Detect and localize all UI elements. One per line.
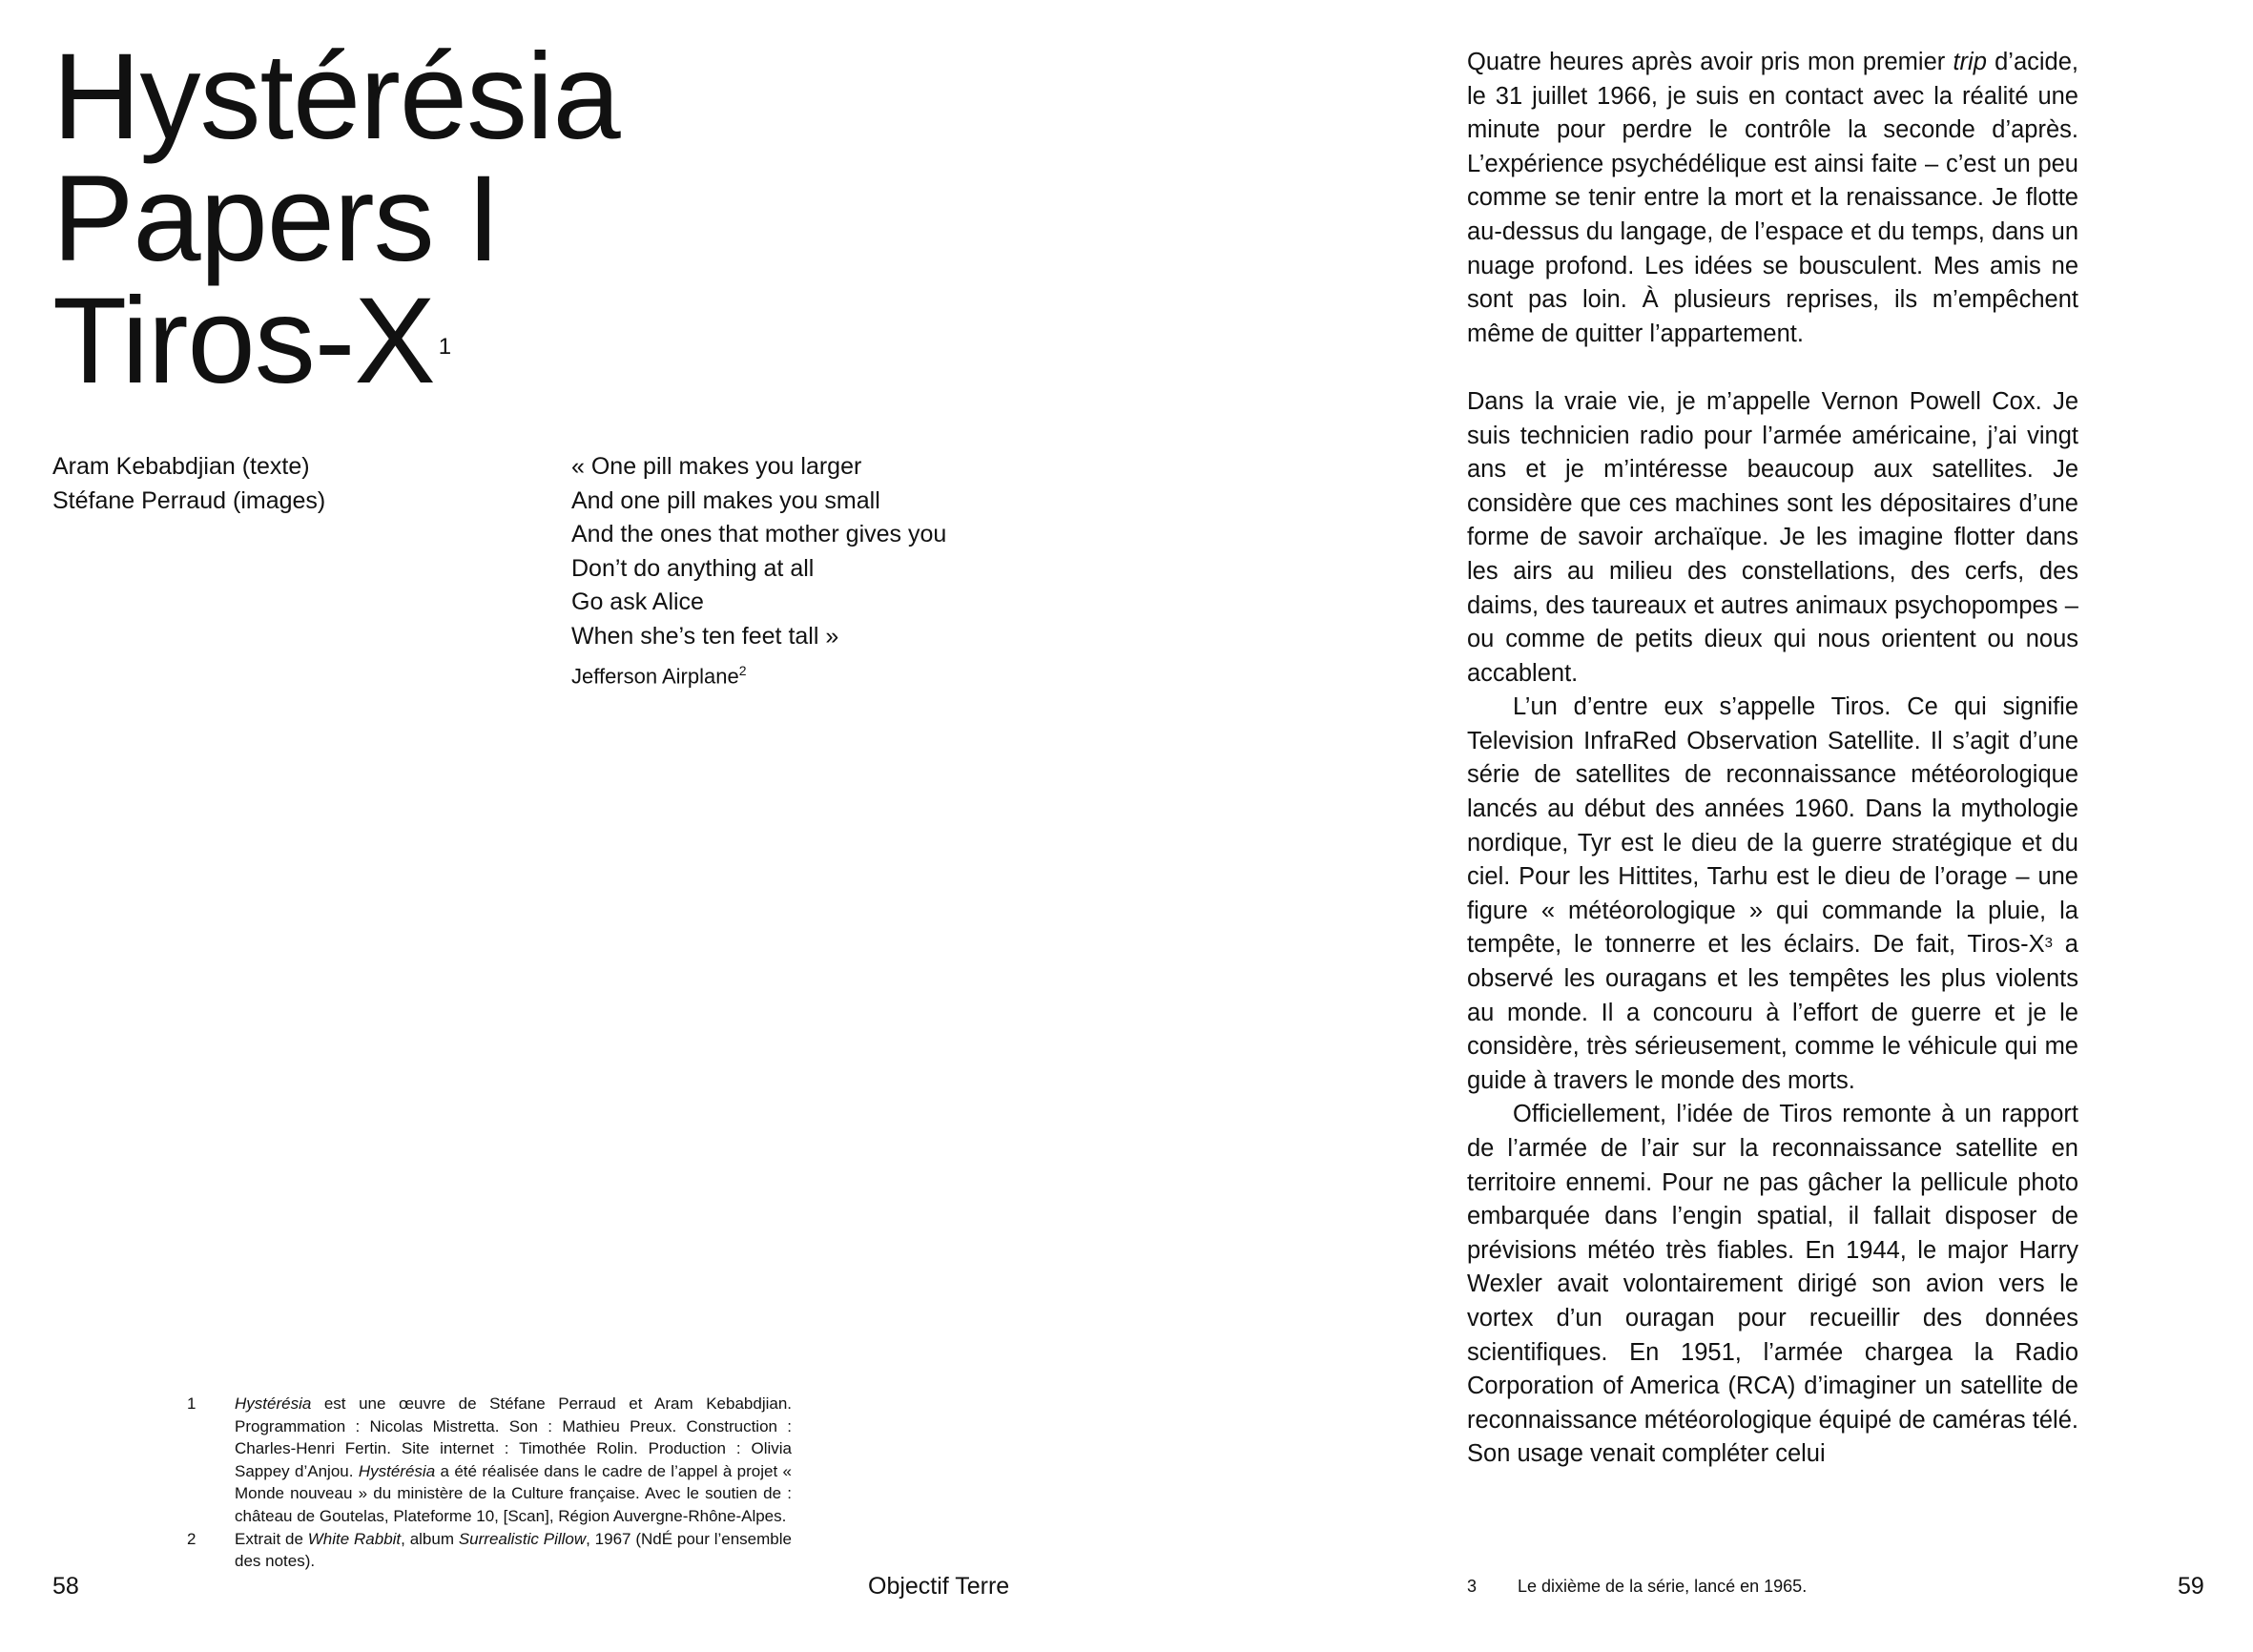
paragraph-2: Dans la vraie vie, je m’appelle Vernon Powell Cox. Je suis technicien radio pour l’armée américaine, j’ai vingt ans et je m’intéresse beaucoup aux satellites. Je considère que ces machines sont les dépositaires d’une forme de savoir archaïque. Je les imagine flotter dans les airs au milieu des constellations, des cerfs, des daims, des taureaux et autres animaux psychopompes – ou comme de petits dieux qui nous orientent ou nous accablent. xyxy=(1467,387,2078,687)
footnote-text: Le dixième de la série, lancé en 1965. xyxy=(1518,1577,1808,1596)
paragraph-3: L’un d’entre eux s’appelle Tiros. Ce qui signifie Television InfraRed Observation Satellite. Il s’agit d’une série de satellites de reconnaissance météorologique lancés au début des années 1960. Dans la mythologie nordique, Tyr est le dieu de la guerre stratégique et du ciel. Pour les Hittites, Tarhu est le dieu de l’orage – une figure « météorologique » qui commande la pluie, la tempête, le tonnerre et les éclairs. De fait, Tiros-$X^3$ a observé les ouragans et les tempêtes les plus violents au monde. Il a concouru à l’effort de guerre et je le considère, très sérieusement, comme le véhicule qui me guide à travers le monde des morts. xyxy=(1467,693,2078,1094)
paragraph-1: Quatre heures après avoir pris mon premier trip d’acide, le 31 juillet 1966, je suis en contact avec la réalité une minute pour perdre le contrôle la seconde d’après. L’expérience psychédélique est ainsi faite – c’est un peu comme se tenir entre la mort et la renaissance. Je flotte au-dessus du langage, de l’espace et du temps, dans un nuage profond. Les idées se bousculent. Mes amis ne sont pas loin. À plusieurs reprises, ils m’empêchent même de quitter l’appartement. xyxy=(1467,49,2078,347)
epigraph-line: And the ones that mother gives you xyxy=(571,521,947,548)
title-line-3 xyxy=(52,273,620,409)
epigraph-attribution-text: Jefferson Airplane xyxy=(571,663,739,688)
footnote-number: 2 xyxy=(187,1529,196,1548)
title-line-1: Hystérésia xyxy=(52,29,620,165)
page-number-right: 59 xyxy=(2178,1573,2204,1600)
article-body xyxy=(1467,46,2078,1472)
epigraph-footnote-ref[interactable]: 2 xyxy=(738,662,747,678)
author-writer: Aram Kebabdjian (texte) xyxy=(52,453,310,480)
footnote-text: Hystérésia est une œuvre de Stéfane Perraud et Aram Kebabdjian. Programmation : Nicolas Mistretta. Son : Mathieu Preux. Construction : Charles-Henri Fertin. Site internet : Timothée Rolin. Production : Olivia Sappey d’Anjou. Hystérésia a été réalisée dans le cadre de l’appel à projet « Monde nouveau » du ministère de la Culture française. Avec le soutien de : château de Goutelas, Plateforme 10, [Scan], Région Auvergne-Rhône-Alpes. xyxy=(235,1394,792,1525)
footnote-number: 3 xyxy=(1467,1577,1478,1596)
article-title xyxy=(52,29,620,409)
footnote-number: 1 xyxy=(187,1394,196,1413)
body-footnote-ref[interactable]: 3 xyxy=(2044,935,2053,952)
page-number-left: 58 xyxy=(52,1573,79,1600)
footnote-1 xyxy=(187,1393,792,1528)
epigraph-line: When she’s ten feet tall » xyxy=(571,622,839,650)
running-head: Objectif Terre xyxy=(868,1573,1010,1600)
epigraph-line: Go ask Alice xyxy=(571,589,704,616)
epigraph xyxy=(571,450,946,692)
footnote-text: Extrait de White Rabbit, album Surrealistic Pillow, 1967 (NdÉ pour l’ensemble des notes). xyxy=(235,1529,792,1571)
footnote-3 xyxy=(1467,1577,1807,1597)
title-line-3-text: Tiros-X xyxy=(52,273,435,409)
footnote-2 xyxy=(187,1528,792,1573)
paragraph-4: Officiellement, l’idée de Tiros remonte à un rapport de l’armée de l’air sur la reconnaissance satellite en territoire ennemi. Pour ne pas gâcher la pellicule photo embarquée dans l’engin spatial, il fallait disposer de prévisions météo très fiables. En 1944, le major Harry Wexler avait volontairement dirigé son avion vers le vortex d’un ouragan pour recueillir des données scientifiques. En 1951, l’armée chargea la Radio Corporation of America (RCA) d’imaginer un satellite de reconnaissance météorologique équipé de caméras télé. Son usage venait compléter celui xyxy=(1467,1101,2078,1468)
epigraph-line: Don’t do anything at all xyxy=(571,554,815,582)
epigraph-line: And one pill makes you small xyxy=(571,486,880,514)
epigraph-line: « One pill makes you larger xyxy=(571,453,862,480)
epigraph-attribution xyxy=(571,654,946,693)
authors xyxy=(52,450,325,518)
footnotes-left xyxy=(187,1393,792,1573)
title-line-2: Papers I xyxy=(52,151,500,287)
author-images: Stéfane Perraud (images) xyxy=(52,486,326,514)
title-footnote-ref[interactable]: 1 xyxy=(438,334,451,360)
